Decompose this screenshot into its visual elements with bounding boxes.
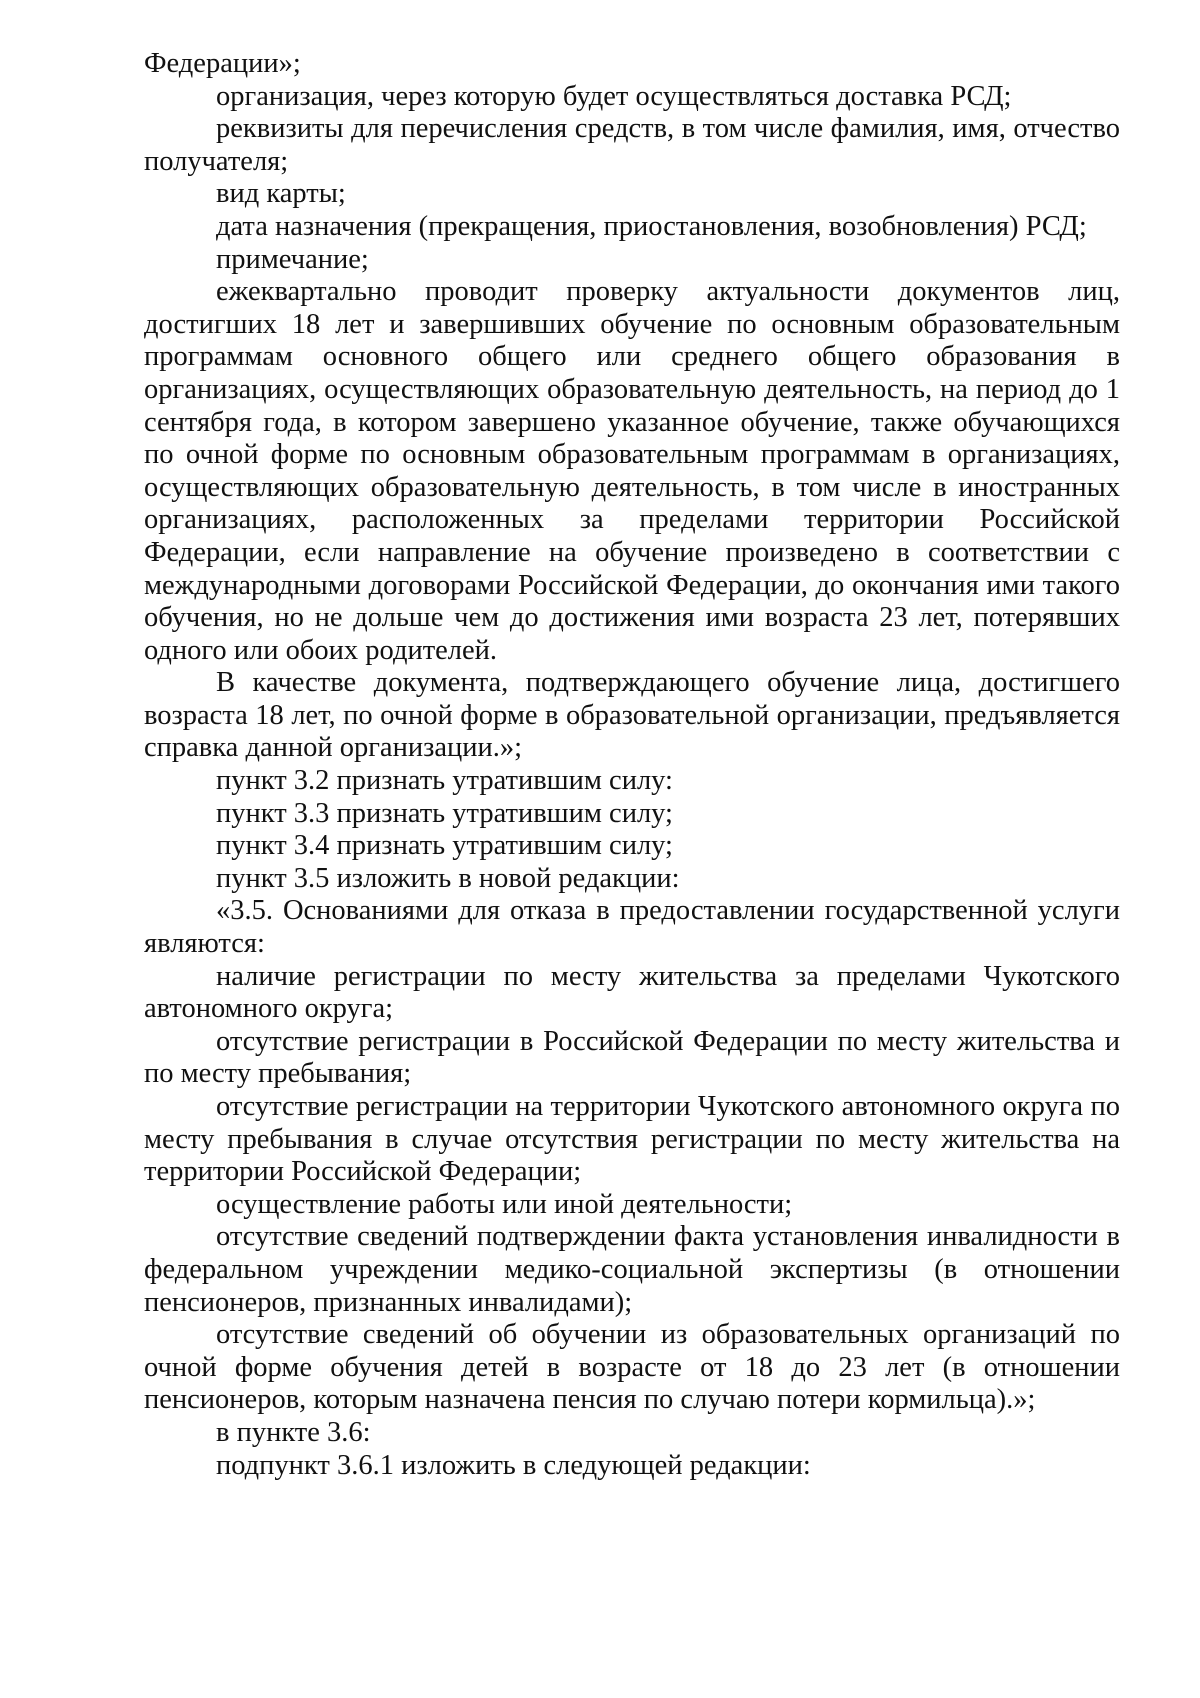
paragraph-quarterly-check: ежеквартально проводит проверку актуальности документов лиц, достигших 18 лет и завершивших обучение по основным образовательным программам основного общего или среднего общего образования в организациях, осуществляющих образовательную деятельность, на период до 1 сентября года, в котором завершено указанное обучение, также обучающихся по очной форме по основным образовательным программам в организациях, осуществляющих образовательную деятельность, в том числе в иностранных организациях, расположенных за пределами территории Российской Федерации, если направление на обучение произведено в соответствии с международными договорами Российской Федерации, до окончания ими такого обучения, но не дольше чем до достижения ими возраста 23 лет, потерявших одного или обоих родителей. [144, 276, 1120, 666]
paragraph-delivery-organization: организация, через которую будет осуществляться доставка РСД; [216, 80, 1012, 112]
paragraph-disability-info: отсутствие сведений подтверждении факта установления инвалидности в федеральном учреждении медико-социальной экспертизы (в отношении пенсионеров, признанных инвалидами); [144, 1221, 1120, 1318]
paragraph-education-info: отсутствие сведений об обучении из образовательных организаций по очной форме обучения детей в возрасте от 18 до 23 лет (в отношении пенсионеров, которым назначена пенсия по случаю потери кормильца).»; [144, 1319, 1120, 1416]
paragraph-continuation: Федерации»; [144, 48, 301, 79]
paragraph-registration-outside: наличие регистрации по месту жительства за пределами Чукотского автономного округа; [144, 960, 1120, 1025]
document-page [144, 48, 1120, 1482]
paragraph-item-3-2: пункт 3.2 признать утратившим силу: [216, 765, 673, 797]
paragraph-refusal-grounds: «3.5. Основаниями для отказа в предоставлении государственной услуги являются: [144, 895, 1120, 960]
paragraph-payment-details: реквизиты для перечисления средств, в том числе фамилия, имя, отчество получателя; [144, 113, 1120, 177]
paragraph-no-registration-chukotka: отсутствие регистрации на территории Чукотского автономного округа по месту пребывания в случае отсутствия регистрации по месту жительства на территории Российской Федерации; [144, 1091, 1120, 1188]
paragraph-assignment-date: дата назначения (прекращения, приостановления, возобновления) РСД; [216, 210, 1087, 242]
paragraph-item-3-3: пункт 3.3 признать утратившим силу; [216, 797, 673, 829]
paragraph-card-type: вид карты; [216, 178, 346, 210]
paragraph-education-certificate: В качестве документа, подтверждающего обучение лица, достигшего возраста 18 лет, по очной форме в образовательной организации, предъявляется справка данной организации.»; [144, 667, 1120, 764]
paragraph-note: примечание; [216, 243, 369, 275]
paragraph-item-3-6: в пункте 3.6: [216, 1416, 371, 1448]
paragraph-employment: осуществление работы или иной деятельности; [216, 1188, 793, 1220]
paragraph-item-3-4: пункт 3.4 признать утратившим силу; [216, 830, 673, 862]
paragraph-item-3-5: пункт 3.5 изложить в новой редакции: [216, 862, 680, 894]
paragraph-subitem-3-6-1: подпункт 3.6.1 изложить в следующей редакции: [216, 1449, 811, 1481]
paragraph-no-registration-rf: отсутствие регистрации в Российской Федерации по месту жительства и по месту пребывания; [144, 1025, 1120, 1090]
